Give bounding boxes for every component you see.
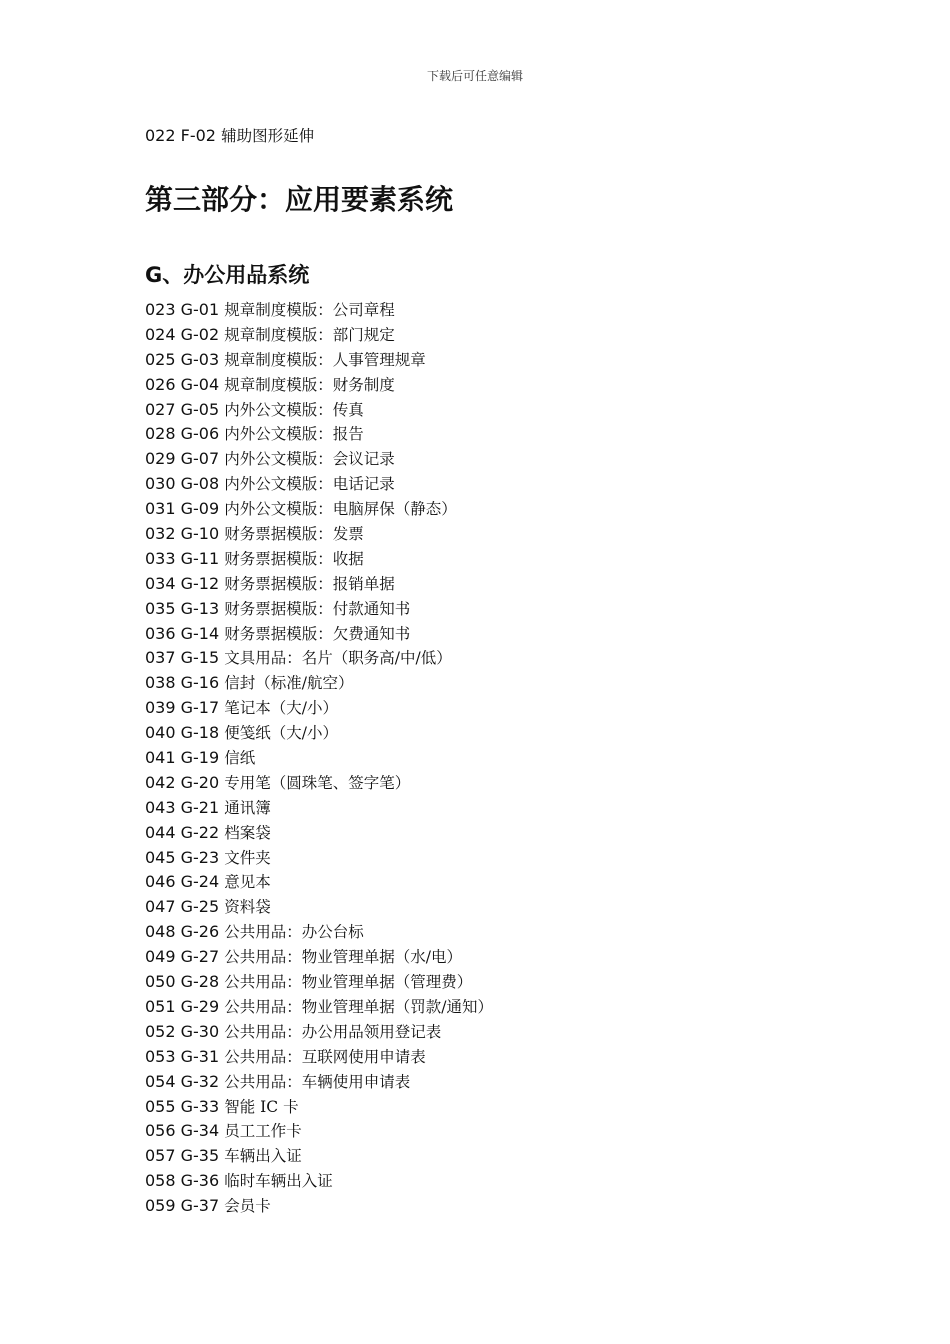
page-header: 下载后可任意编辑 [426, 69, 523, 83]
item-code: 025 G-03 [145, 349, 220, 369]
item-code: 023 G-01 [145, 300, 220, 319]
item-label: 意见本 [224, 873, 271, 892]
subsection-title: G、办公用品系统 [145, 263, 310, 287]
item-code: 058 G-36 [145, 1171, 220, 1191]
item-code: 044 G-22 [145, 822, 220, 842]
list-item [145, 945, 493, 970]
item-code: 055 G-33 [145, 1096, 220, 1116]
list-item [145, 298, 493, 323]
item-label: 规章制度模版：财务制度 [224, 375, 395, 394]
item-label: 便笺纸（大/小） [224, 724, 338, 743]
item-label: 规章制度模版：人事管理规章 [224, 350, 426, 369]
item-code: 022 F-02 [145, 126, 216, 145]
list-item [145, 846, 493, 871]
list-item [145, 721, 493, 746]
item-label: 文具用品：名片（职务高/中/低） [224, 649, 452, 668]
list-item [145, 970, 493, 995]
list-item [145, 1119, 493, 1144]
list-item [145, 746, 493, 771]
item-code: 056 G-34 [145, 1121, 220, 1141]
item-code: 034 G-12 [145, 573, 220, 593]
intro-item [145, 124, 314, 148]
item-label: 公共用品：办公台标 [224, 923, 364, 942]
item-code: 032 G-10 [145, 524, 220, 544]
list-item [145, 870, 493, 895]
item-code: 052 G-30 [145, 1021, 220, 1041]
item-label: 财务票据模版：报销单据 [224, 574, 395, 593]
list-item [145, 522, 493, 547]
item-label: 信纸 [224, 749, 256, 768]
item-label: 公共用品：办公用品领用登记表 [224, 1022, 442, 1041]
list-item [145, 1169, 493, 1194]
item-code: 051 G-29 [145, 996, 220, 1016]
item-label: 会员卡 [224, 1197, 271, 1216]
item-code: 054 G-32 [145, 1071, 220, 1091]
list-item [145, 622, 493, 647]
list-item [145, 771, 493, 796]
item-code: 027 G-05 [145, 399, 220, 419]
item-label: 辅助图形延伸 [221, 127, 315, 145]
list-item [145, 373, 493, 398]
item-code: 028 G-06 [145, 424, 220, 444]
item-code: 047 G-25 [145, 897, 220, 917]
item-code: 030 G-08 [145, 474, 220, 494]
list-item [145, 671, 493, 696]
item-label: 笔记本（大/小） [224, 699, 338, 718]
item-label: 公共用品：车辆使用申请表 [224, 1072, 411, 1091]
item-code: 046 G-24 [145, 872, 220, 892]
item-label: 内外公文模版：电脑屏保（静态） [224, 500, 457, 519]
item-label: 内外公文模版：电话记录 [224, 475, 395, 494]
list-item [145, 422, 493, 447]
item-label: 文件夹 [224, 848, 271, 867]
list-item [145, 497, 493, 522]
list-item [145, 472, 493, 497]
item-code: 041 G-19 [145, 748, 220, 768]
item-code: 038 G-16 [145, 673, 220, 693]
list-item [145, 995, 493, 1020]
item-label: 公共用品：物业管理单据（水/电） [224, 948, 462, 967]
item-code: 049 G-27 [145, 947, 220, 967]
item-code: 057 G-35 [145, 1146, 220, 1166]
section-title: 第三部分：应用要素系统 [145, 183, 454, 216]
item-code: 033 G-11 [145, 548, 220, 568]
item-code: 050 G-28 [145, 972, 220, 992]
item-label: 资料袋 [224, 898, 271, 917]
item-code: 040 G-18 [145, 723, 220, 743]
item-label: 通讯簿 [224, 798, 271, 817]
list-item [145, 1070, 493, 1095]
item-label: 财务票据模版：发票 [224, 525, 364, 544]
list-item [145, 447, 493, 472]
item-label: 财务票据模版：欠费通知书 [224, 624, 411, 643]
item-label: 智能 IC 卡 [224, 1097, 299, 1116]
list-item [145, 323, 493, 348]
list-item [145, 920, 493, 945]
item-label: 公共用品：物业管理单据（管理费） [224, 973, 473, 992]
item-code: 048 G-26 [145, 922, 220, 942]
list-item [145, 348, 493, 373]
item-label: 财务票据模版：收据 [224, 549, 364, 568]
item-label: 公共用品：物业管理单据（罚款/通知） [224, 997, 493, 1016]
list-item [145, 547, 493, 572]
item-label: 临时车辆出入证 [224, 1172, 333, 1191]
list-item [145, 696, 493, 721]
item-list [145, 298, 493, 1219]
item-code: 037 G-15 [145, 648, 220, 668]
item-code: 045 G-23 [145, 847, 220, 867]
list-item [145, 796, 493, 821]
item-code: 042 G-20 [145, 772, 220, 792]
item-code: 031 G-09 [145, 499, 220, 519]
item-code: 039 G-17 [145, 698, 220, 718]
item-code: 059 G-37 [145, 1196, 220, 1216]
item-label: 档案袋 [224, 823, 271, 842]
item-label: 内外公文模版：报告 [224, 425, 364, 444]
item-code: 026 G-04 [145, 374, 220, 394]
list-item [145, 1045, 493, 1070]
list-item [145, 821, 493, 846]
item-code: 024 G-02 [145, 324, 220, 344]
item-code: 036 G-14 [145, 623, 220, 643]
item-label: 规章制度模版：部门规定 [224, 325, 395, 344]
item-code: 053 G-31 [145, 1046, 220, 1066]
item-label: 员工工作卡 [224, 1122, 302, 1141]
item-label: 内外公文模版：传真 [224, 400, 364, 419]
list-item [145, 398, 493, 423]
item-label: 规章制度模版：公司章程 [224, 301, 395, 319]
item-label: 信封（标准/航空） [224, 674, 354, 693]
list-item [145, 1095, 493, 1120]
list-item [145, 572, 493, 597]
item-code: 035 G-13 [145, 598, 220, 618]
item-label: 内外公文模版：会议记录 [224, 450, 395, 469]
item-label: 专用笔（圆珠笔、签字笔） [224, 773, 411, 792]
item-code: 043 G-21 [145, 797, 220, 817]
item-label: 公共用品：互联网使用申请表 [224, 1047, 426, 1066]
list-item [145, 646, 493, 671]
list-item [145, 1144, 493, 1169]
item-code: 029 G-07 [145, 449, 220, 469]
list-item [145, 1020, 493, 1045]
item-label: 车辆出入证 [224, 1147, 302, 1166]
item-label: 财务票据模版：付款通知书 [224, 599, 411, 618]
list-item [145, 1194, 493, 1219]
list-item [145, 895, 493, 920]
list-item [145, 597, 493, 622]
